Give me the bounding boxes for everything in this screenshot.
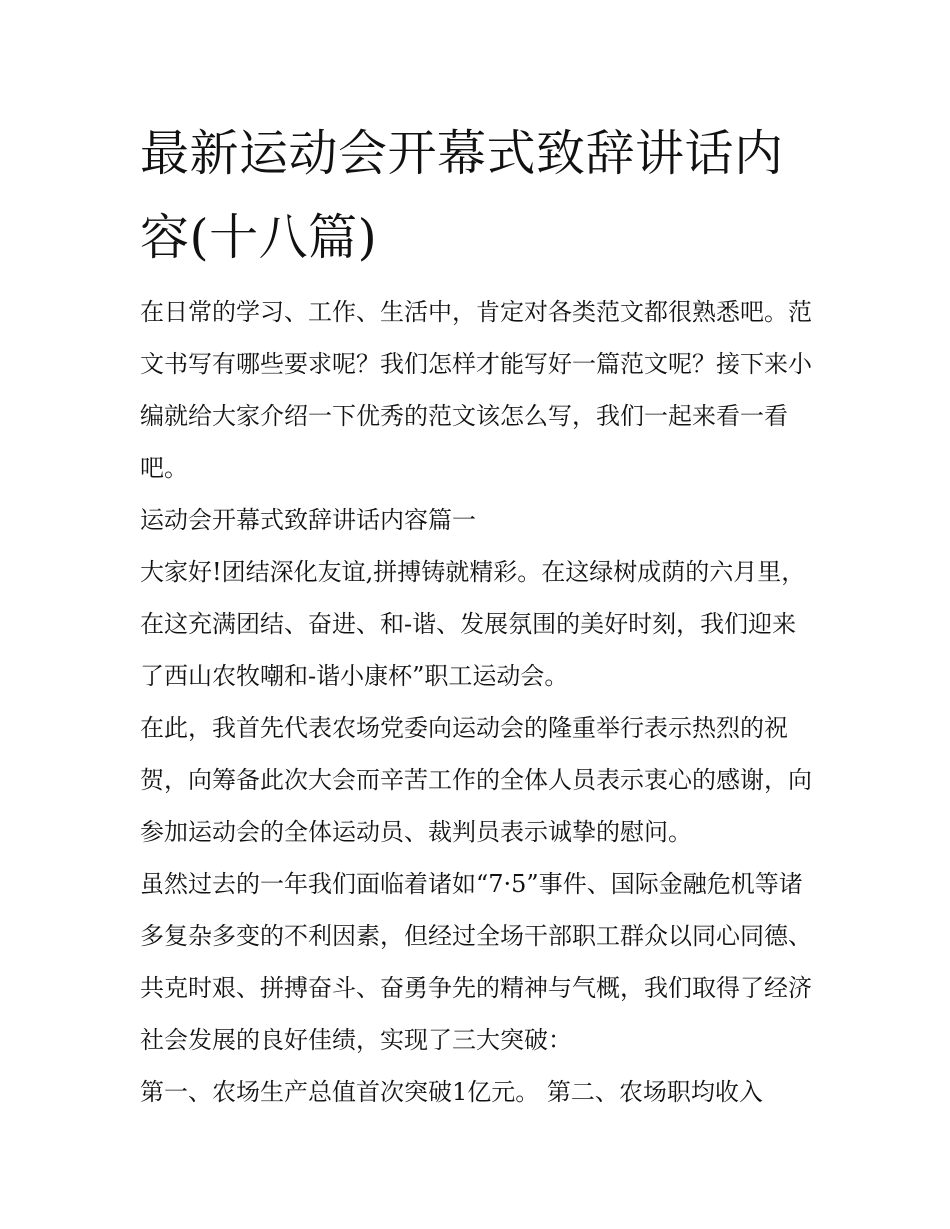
document-title: 最新运动会开幕式致辞讲话内容(十八篇) bbox=[140, 125, 784, 266]
body-paragraph: 第一、农场生产总值首次突破1亿元。 第二、农场职均收入 bbox=[140, 1078, 763, 1106]
section-heading: 运动会开幕式致辞讲话内容篇一 bbox=[140, 506, 476, 534]
body-paragraph: 虽然过去的一年我们面临着诸如“7·5”事件、国际金融危机等诸多复杂多变的不利因素，但经过全场干部职工群众以同心同德、共克时艰、拼搏奋斗、奋勇争先的精神与气概，我们取得了经济社会发展的良好佳绩，实现了三大突破： bbox=[140, 870, 812, 1054]
body-paragraph: 大家好!团结深化友谊,拼搏铸就精彩。在这绿树成荫的六月里，在这充满团结、奋进、和-谐、发展氛围的美好时刻，我们迎来了西山农牧嘲和-谐小康杯”职工运动会。 bbox=[140, 558, 806, 690]
intro-paragraph: 在日常的学习、工作、生活中，肯定对各类范文都很熟悉吧。范文书写有哪些要求呢？我们怎样才能写好一篇范文呢？接下来小编就给大家介绍一下优秀的范文该怎么写，我们一起来看一看吧。 bbox=[140, 298, 812, 482]
document-page bbox=[140, 112, 820, 1118]
body-paragraph: 在此，我首先代表农场党委向运动会的隆重举行表示热烈的祝贺，向筹备此次大会而辛苦工作的全体人员表示衷心的感谢，向参加运动会的全体运动员、裁判员表示诚挚的慰问。 bbox=[140, 714, 812, 846]
